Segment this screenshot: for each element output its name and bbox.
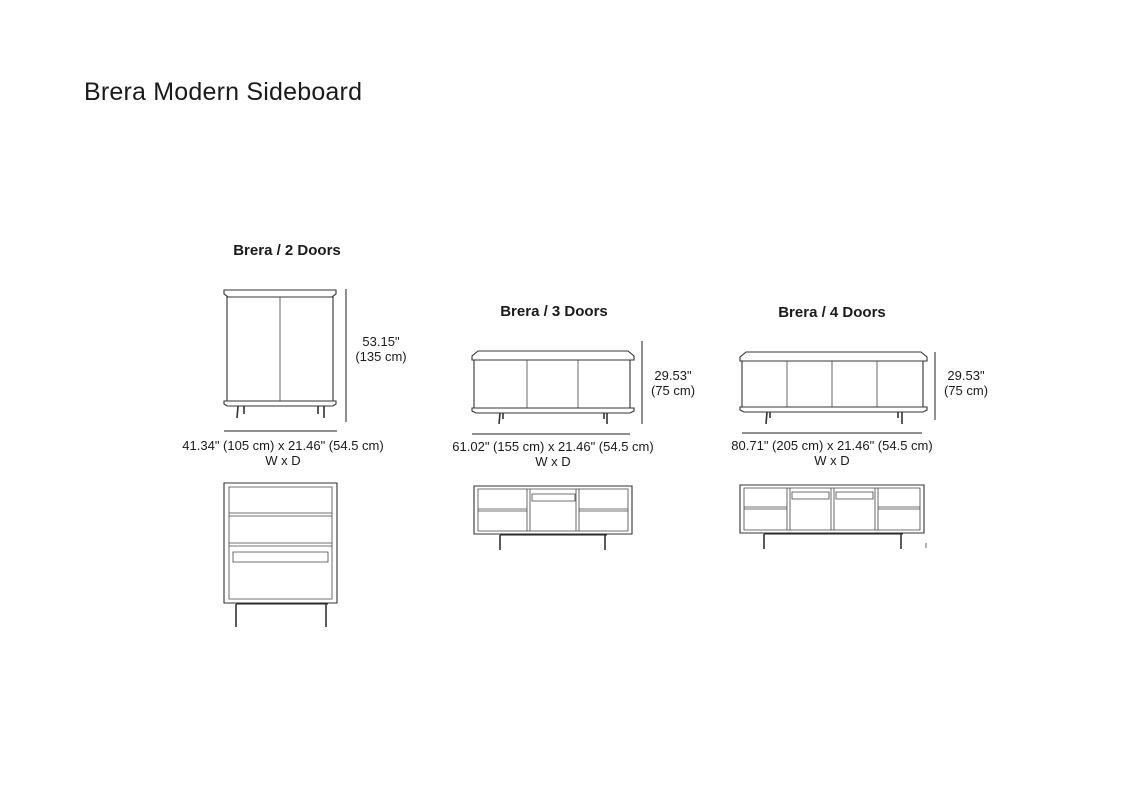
dimensions-value: 41.34" (105 cm) x 21.46" (54.5 cm): [182, 438, 384, 453]
interior-view-3-doors: [474, 486, 632, 550]
page-title: Brera Modern Sideboard: [84, 78, 363, 106]
front-view-4-doors: [740, 352, 935, 433]
dimensions-legend: W x D: [814, 453, 850, 468]
dimensions-value: 80.71" (205 cm) x 21.46" (54.5 cm): [731, 438, 933, 453]
height-cm: (75 cm): [650, 383, 696, 398]
height-inches: 29.53": [654, 368, 692, 383]
height-cm: (135 cm): [355, 349, 407, 364]
interior-view-2-doors: [224, 483, 337, 627]
dimensions-legend: W x D: [265, 453, 301, 468]
variant-title-2-doors: Brera / 2 Doors: [233, 242, 341, 259]
height-inches: 53.15": [362, 334, 400, 349]
variant-title-3-doors: Brera / 3 Doors: [500, 303, 608, 320]
interior-view-4-doors: [740, 485, 926, 549]
height-inches: 29.53": [947, 368, 985, 383]
front-view-2-doors: [224, 289, 346, 431]
dimensions-value: 61.02" (155 cm) x 21.46" (54.5 cm): [452, 439, 654, 454]
variant-title-4-doors: Brera / 4 Doors: [778, 304, 886, 321]
height-cm: (75 cm): [943, 383, 989, 398]
dimensions-legend: W x D: [535, 454, 571, 469]
front-view-3-doors: [472, 341, 642, 434]
